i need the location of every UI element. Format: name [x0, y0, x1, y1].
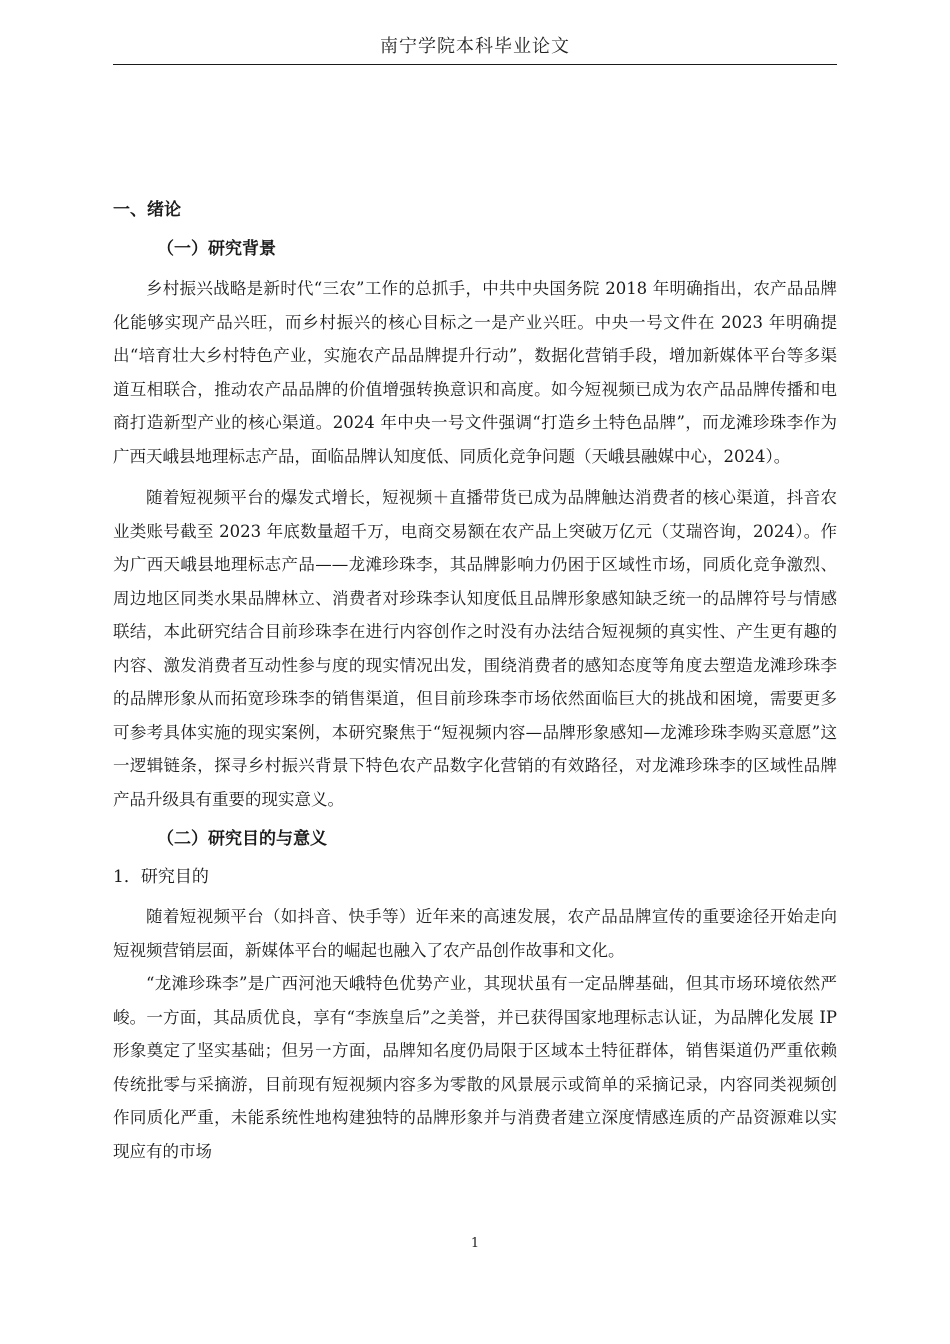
subsection-heading-purpose: （二）研究目的与意义 — [157, 829, 327, 849]
subsection-heading-background: （一）研究背景 — [157, 239, 276, 259]
paragraph: 随着短视频平台的爆发式增长，短视频＋直播带货已成为品牌触达消费者的核心渠道，抖音农业类账号截至 2023 年底数量超千万，电商交易额在农产品上突破万亿元（艾瑞咨询，2024）。作为广西天峨县地理标志产品——龙滩珍珠李，其品牌影响力仍困于区域性市场，同质化竞争激烈、周边地区同类水果品牌林立、消费者对珍珠李认知度低且品牌形象感知缺乏统一的品牌符号与情感联结，本此研究结合目前珍珠李在进行内容创作之时没有办法结合短视频的真实性、产生更有趣的内容、激发消费者互动性参与度的现实情况出发，围绕消费者的感知态度等角度去塑造龙滩珍珠李的品牌形象从而拓宽珍珠李的销售渠道，但目前珍珠李市场依然面临巨大的挑战和困境，需要更多可参考具体实施的现实案例，本研究聚焦于“短视频内容—品牌形象感知—龙滩珍珠李购买意愿”这一逻辑链条，探寻乡村振兴背景下特色农产品数字化营销的有效路径，对龙滩珍珠李的区域性品牌产品升级具有重要的现实意义。 — [113, 488, 837, 809]
paragraph: 随着短视频平台（如抖音、快手等）近年来的高速发展，农产品品牌宣传的重要途径开始走向短视频营销层面，新媒体平台的崛起也融入了农产品创作故事和文化。 — [113, 907, 837, 960]
paragraph: “龙滩珍珠李”是广西河池天峨特色优势产业，其现状虽有一定品牌基础，但其市场环境依然严峻。一方面，其品质优良，享有“李族皇后”之美誉，并已获得国家地理标志认证，为品牌化发展 IP 形象奠定了坚实基础；但另一方面，品牌知名度仍局限于区域本土特征群体，销售渠道仍严重依赖传统批零与采摘游，目前现有短视频内容多为零散的风景展示或简单的采摘记录，内容同类视频创作同质化严重，未能系统性地构建独特的品牌形象并与消费者建立深度情感连质的产品资源难以实现应有的市场 — [113, 974, 837, 1161]
page-body — [113, 195, 837, 1168]
section-heading: 一、绪论 — [113, 200, 181, 220]
header-divider — [113, 64, 837, 65]
running-header: 南宁学院本科毕业论文 — [380, 36, 570, 57]
page-number: 1 — [470, 1236, 480, 1251]
paragraph: 乡村振兴战略是新时代“三农”工作的总抓手，中共中央国务院 2018 年明确指出，农产品品牌化能够实现产品兴旺，而乡村振兴的核心目标之一是产业兴旺。中央一号文件在 2023 年明确提出“培育壮大乡村特色产业，实施农产品品牌提升行动”，数据化营销手段，增加新媒体平台等多渠道互相联合，推动农产品品牌的价值增强转换意识和高度。如今短视频已成为农产品品牌传播和电商打造新型产业的核心渠道。2024 年中央一号文件强调“打造乡土特色品牌”，而龙滩珍珠李作为广西天峨县地理标志产品，面临品牌认知度低、同质化竞争问题（天峨县融媒中心，2024）。 — [113, 279, 837, 466]
item-heading-purpose: 1．研究目的 — [113, 867, 209, 887]
